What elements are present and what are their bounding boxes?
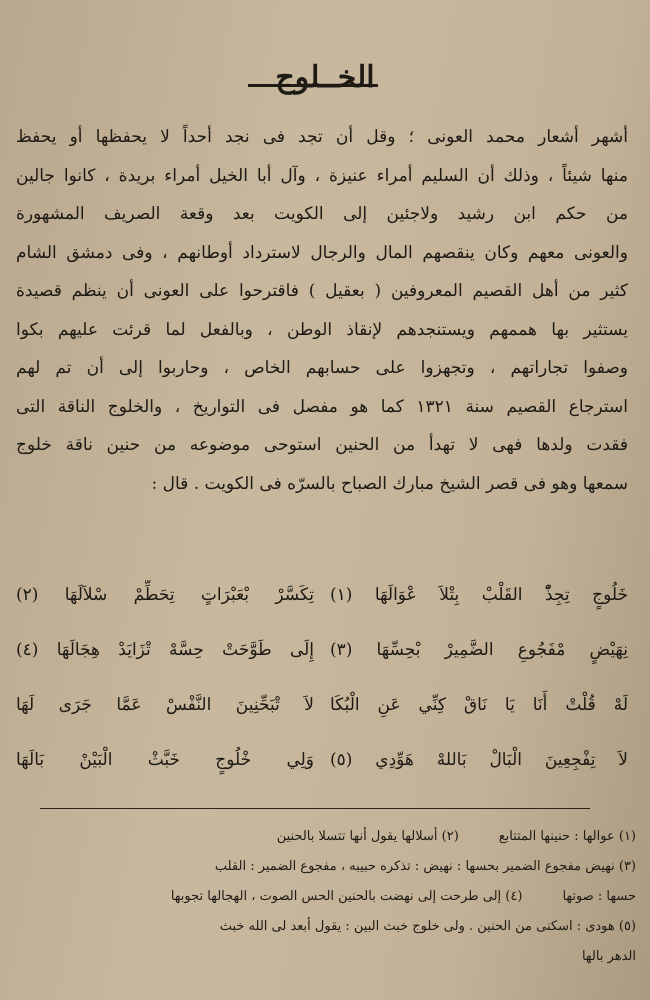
prose-line: استرجاع القصيم سنة ١٣٢١ كما هو مفصل فى التواريخ ، والخلوج الناقة التى bbox=[16, 396, 628, 417]
verse-first-hemistich: لاَ تِفْجِعِينَ الْبَالْ بَاللهْ هَوِّدِي (٥) bbox=[330, 750, 628, 770]
footnote-text: الدهر بالها bbox=[581, 949, 636, 964]
verse-first-hemistich: لَهْ قُلْتْ أَنَا يَا نَاقْ كِنِّي عَنِ الْبُكَا bbox=[330, 695, 628, 715]
prose-line: يستثير بها هممهم ويستنجدهم لإنقاذ الوطن ، وبالفعل لما قرئت عليهم بكوا bbox=[16, 319, 628, 340]
verse bbox=[16, 635, 628, 690]
prose-line: من حكم ابن رشيد ولاجئين إلى الكويت بعد وقعة الصريف المشهورة bbox=[16, 204, 628, 224]
footnote-text: (١) عوالها : حنينها المتتابع bbox=[498, 829, 636, 844]
footnote-line bbox=[8, 882, 636, 912]
prose-line: منها شيئاً ، وذلك أن السليم أمراء عنيزة ، وآل أبا الخيل أمراء بريدة ، كانوا جالين bbox=[16, 165, 628, 186]
verse-first-hemistich: خَلُوجٍ تِجِذّْ القَلْبْ بِتْلاَ عْوَالَهَا (١) bbox=[330, 585, 628, 605]
prose-line: كثير من أهل القصيم المعروفين ( بعقيل ) فاقترحوا على العونى أن ينظم قصيدة bbox=[16, 281, 628, 301]
prose-line: والعونى معهم وكان ينقصهم المال والرجال لاسترداد أوطانهم ، وفى دمشق الشام bbox=[16, 242, 628, 263]
footnote-divider bbox=[40, 808, 590, 809]
footnote-line bbox=[8, 942, 636, 972]
prose-line: وصفوا تجاراتهم ، وتجهزوا على حسابهم الخاص ، وحاربوا إلى أن تم لهم bbox=[16, 358, 628, 378]
prose-line: فقدت ولدها فهى لا تهدأ من الحنين استوحى موضوعه من حنين ناقة خلوج bbox=[16, 435, 628, 455]
verse-second-hemistich: لاَ تْبَحِّنِينَ النَّفْسْ عَمَّا جَرَى لَهَا bbox=[16, 695, 314, 715]
footnote-text: (٣) نهيض مفجوع الضمير بحسها : نهيض : تذكره حبيبه ، مفجوع الضمير : القلب bbox=[214, 859, 636, 874]
footnote-line bbox=[8, 852, 636, 882]
footnote-line bbox=[8, 912, 636, 942]
poem bbox=[16, 580, 628, 800]
verse-first-hemistich: نِهَيْضٍ مْفَجُوعِ الضَّمِيرْ بْحِسِّهَا (٣) bbox=[330, 640, 628, 660]
verse bbox=[16, 690, 628, 745]
verse-second-hemistich: تِكَسَّرْ بْعَبْرَاتٍ تِحَطِّمْ سْلاَلَهَا (٢) bbox=[16, 585, 314, 605]
intro-prose bbox=[16, 118, 628, 503]
verse bbox=[16, 580, 628, 635]
footnotes bbox=[8, 822, 636, 972]
prose-line: سمعها وهو فى قصر الشيخ مبارك الصباح بالسرّه فى الكويت . قال : bbox=[151, 473, 628, 494]
footnote-text: (٤) إلى طرحت إلى نهضت بالحنين الحس الصوت ، الهجالها تجوبها bbox=[170, 889, 523, 904]
footnote-text: حسها : صوتها bbox=[562, 889, 636, 904]
prose-line: أشهر أشعار محمد العونى ؛ وقل أن تجد فى نجد أحداً لا يحفظها أو يحفظ bbox=[16, 127, 628, 147]
verse-second-hemistich: وَلِي خْلُوجٍ خَبَّثْ الْبَيْنْ بَالَهَا bbox=[16, 750, 314, 770]
title-underline bbox=[248, 84, 378, 87]
footnote-line bbox=[8, 822, 636, 852]
verse-second-hemistich: إِلَى طَوَّحَتْ حِسَّهْ تْزَايَدْ هِجَالَهَا (٤) bbox=[16, 640, 314, 660]
page-title: الخــلوج bbox=[275, 60, 375, 95]
footnote-text: (٢) أسلالها يقول أنها تتسلا بالحنين bbox=[276, 829, 459, 844]
verse bbox=[16, 745, 628, 800]
footnote-text: (٥) هودى : اسكنى من الحنين . ولى خلوج خبث البين : يقول أبعد لى الله خبث bbox=[219, 919, 636, 934]
